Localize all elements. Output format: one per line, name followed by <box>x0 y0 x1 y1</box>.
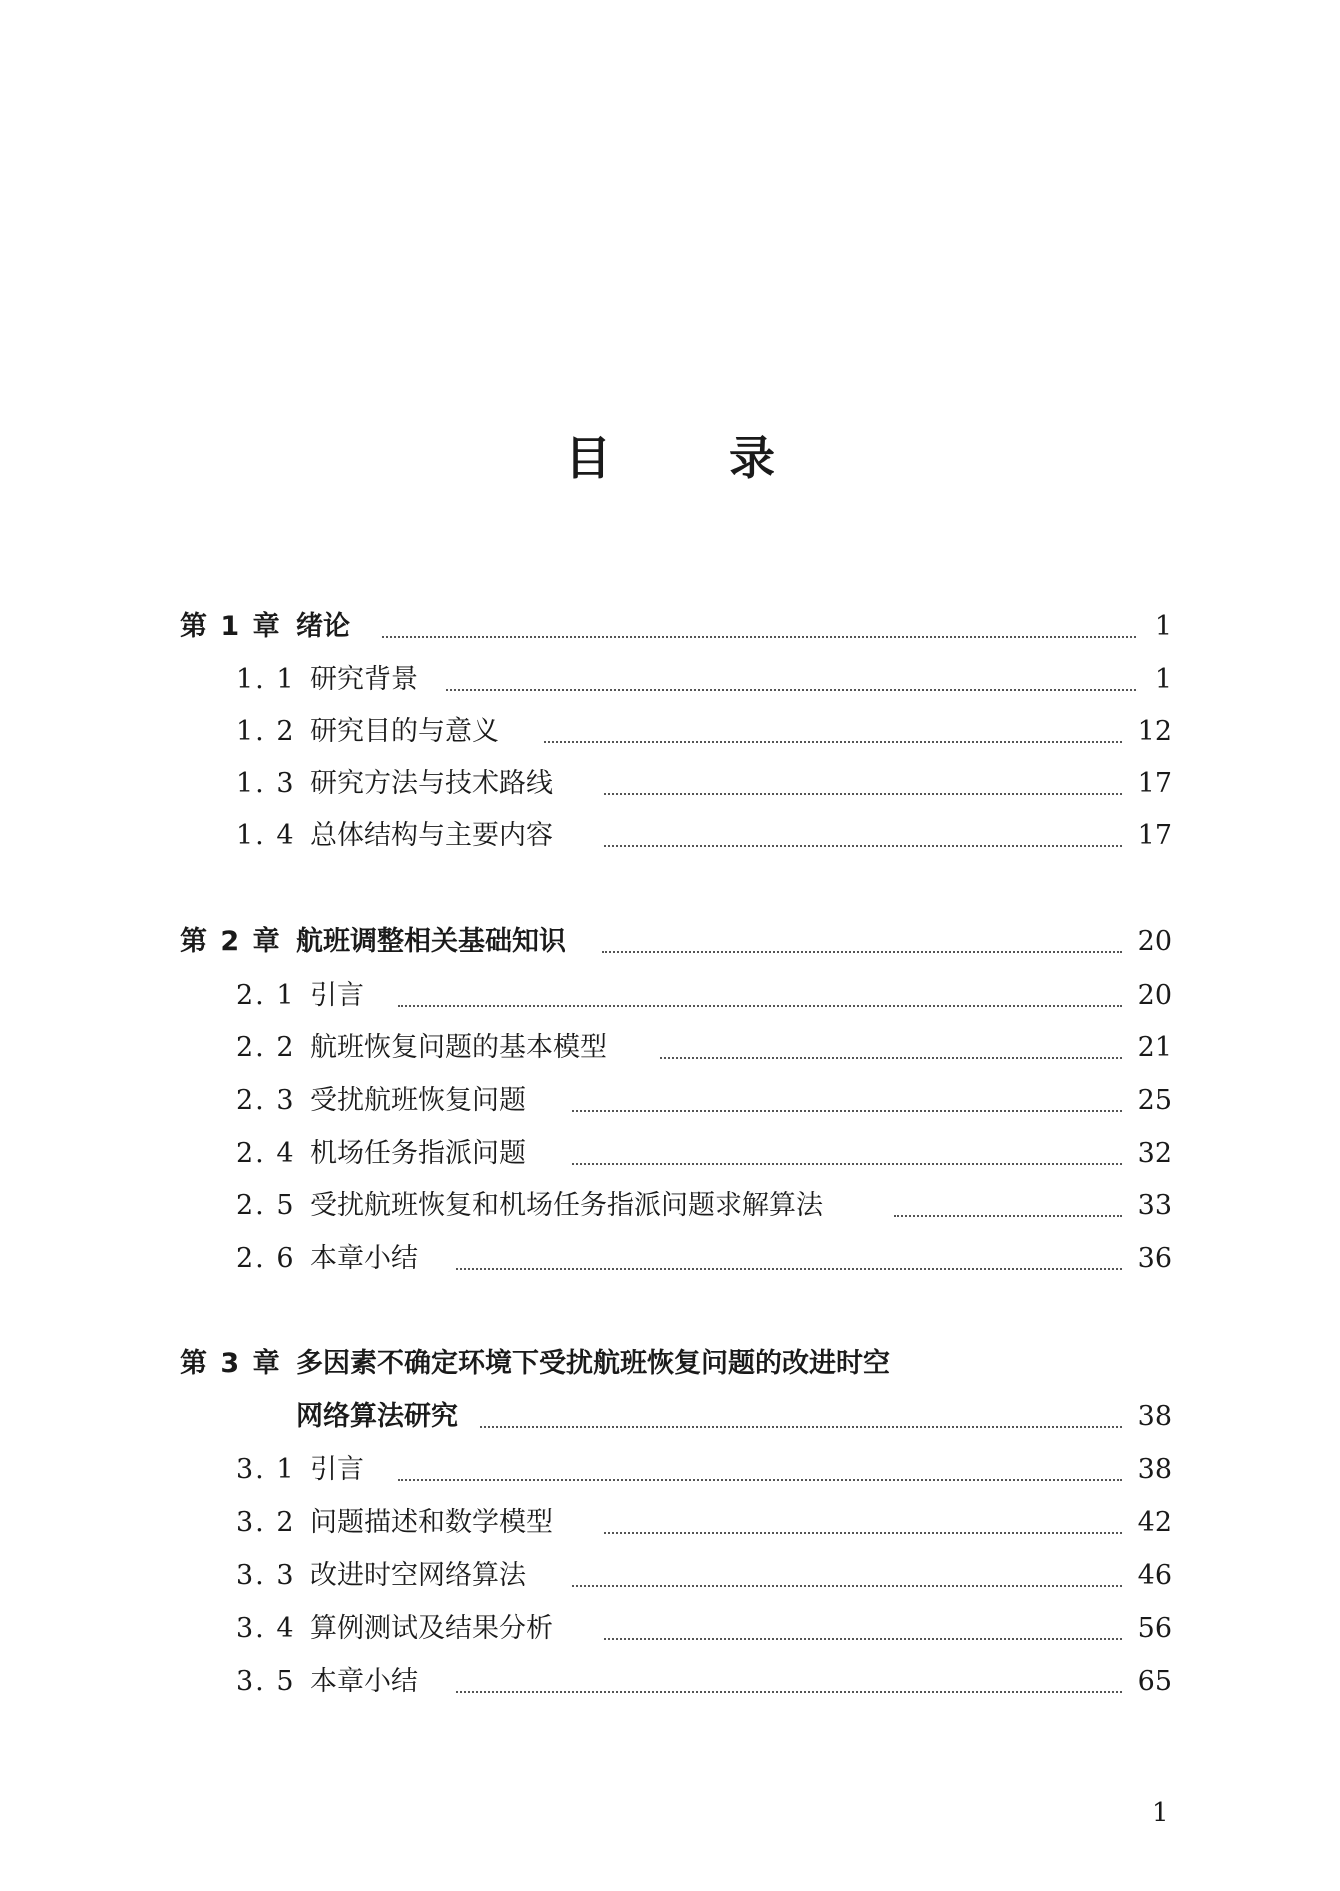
section-number: 1. 3 <box>236 768 296 799</box>
dot-leader <box>544 741 1122 743</box>
dot-leader <box>604 1532 1122 1534</box>
section-title: 改进时空网络算法 <box>310 1560 526 1591</box>
dot-leader <box>660 1057 1122 1059</box>
page-number: 1 <box>1152 1798 1169 1828</box>
page-ref: 20 <box>1137 980 1172 1011</box>
section-number: 2. 6 <box>236 1243 296 1274</box>
dot-leader <box>604 845 1122 847</box>
dot-leader <box>398 1479 1122 1481</box>
section-title: 算例测试及结果分析 <box>310 1613 553 1644</box>
toc-section-1-4[interactable] <box>0 816 1340 856</box>
toc-chapter-2[interactable] <box>0 922 1340 962</box>
page-ref: 36 <box>1137 1243 1172 1274</box>
dot-leader <box>480 1426 1122 1428</box>
page-title <box>0 428 1340 488</box>
chapter-title-line-2: 网络算法研究 <box>296 1401 458 1432</box>
chapter-number: 第 2 章 <box>180 926 282 957</box>
chapter-number: 第 3 章 <box>180 1348 282 1379</box>
section-title: 研究方法与技术路线 <box>310 768 553 799</box>
section-number: 3. 3 <box>236 1560 296 1591</box>
toc-section-3-1[interactable] <box>0 1450 1340 1490</box>
page-title-char-1: 目 <box>565 431 611 485</box>
section-title: 问题描述和数学模型 <box>310 1507 553 1538</box>
toc-section-2-2[interactable] <box>0 1028 1340 1068</box>
section-number: 3. 5 <box>236 1666 296 1697</box>
section-title: 总体结构与主要内容 <box>310 820 553 851</box>
section-title: 受扰航班恢复问题 <box>310 1085 526 1116</box>
page-ref: 56 <box>1137 1613 1172 1644</box>
toc-section-1-3[interactable] <box>0 764 1340 804</box>
section-number: 1. 1 <box>236 664 296 695</box>
toc-chapter-3[interactable] <box>0 1344 1340 1384</box>
page-ref: 42 <box>1137 1507 1172 1538</box>
page-ref: 65 <box>1137 1666 1172 1697</box>
dot-leader <box>572 1163 1122 1165</box>
toc-chapter-1[interactable] <box>0 607 1340 647</box>
toc-section-2-4[interactable] <box>0 1134 1340 1174</box>
section-title: 机场任务指派问题 <box>310 1138 526 1169</box>
chapter-title-line-1: 多因素不确定环境下受扰航班恢复问题的改进时空 <box>296 1348 890 1379</box>
dot-leader <box>456 1691 1122 1693</box>
page-ref: 25 <box>1137 1085 1172 1116</box>
toc-section-3-4[interactable] <box>0 1609 1340 1649</box>
page-ref: 17 <box>1137 768 1172 799</box>
dot-leader <box>572 1585 1122 1587</box>
chapter-title: 绪论 <box>296 611 350 642</box>
dot-leader <box>446 689 1136 691</box>
dot-leader <box>894 1215 1122 1217</box>
toc-section-2-3[interactable] <box>0 1081 1340 1121</box>
section-number: 2. 5 <box>236 1190 296 1221</box>
section-number: 2. 4 <box>236 1138 296 1169</box>
page-ref: 38 <box>1137 1401 1172 1432</box>
section-title: 本章小结 <box>310 1243 418 1274</box>
page-ref: 12 <box>1137 716 1172 747</box>
page-ref: 20 <box>1137 926 1172 957</box>
section-number: 3. 4 <box>236 1613 296 1644</box>
dot-leader <box>456 1268 1122 1270</box>
toc-section-3-2[interactable] <box>0 1503 1340 1543</box>
section-number: 2. 2 <box>236 1032 296 1063</box>
section-number: 3. 2 <box>236 1507 296 1538</box>
chapter-number: 第 1 章 <box>180 611 282 642</box>
dot-leader <box>604 793 1122 795</box>
page-ref: 38 <box>1137 1454 1172 1485</box>
chapter-title: 航班调整相关基础知识 <box>296 926 566 957</box>
section-title: 航班恢复问题的基本模型 <box>310 1032 607 1063</box>
page-title-char-2: 录 <box>729 431 775 485</box>
section-title: 研究目的与意义 <box>310 716 499 747</box>
toc-section-3-3[interactable] <box>0 1556 1340 1596</box>
section-title: 引言 <box>310 980 364 1011</box>
page-ref: 21 <box>1137 1032 1172 1063</box>
section-number: 1. 2 <box>236 716 296 747</box>
page-ref: 46 <box>1137 1560 1172 1591</box>
toc-section-2-5[interactable] <box>0 1186 1340 1226</box>
section-title: 引言 <box>310 1454 364 1485</box>
section-number: 2. 1 <box>236 980 296 1011</box>
toc-chapter-3-continued[interactable] <box>0 1397 1340 1437</box>
dot-leader <box>604 1638 1122 1640</box>
section-number: 2. 3 <box>236 1085 296 1116</box>
dot-leader <box>398 1005 1122 1007</box>
section-title: 本章小结 <box>310 1666 418 1697</box>
dot-leader <box>602 951 1122 953</box>
toc-section-2-1[interactable] <box>0 976 1340 1016</box>
page-ref: 32 <box>1137 1138 1172 1169</box>
page-ref: 1 <box>1154 664 1172 695</box>
page-ref: 33 <box>1137 1190 1172 1221</box>
section-title: 研究背景 <box>310 664 418 695</box>
toc-section-1-1[interactable] <box>0 660 1340 700</box>
section-title: 受扰航班恢复和机场任务指派问题求解算法 <box>310 1190 823 1221</box>
dot-leader <box>572 1110 1122 1112</box>
toc-section-2-6[interactable] <box>0 1239 1340 1279</box>
toc-section-3-5[interactable] <box>0 1662 1340 1702</box>
section-number: 3. 1 <box>236 1454 296 1485</box>
toc-section-1-2[interactable] <box>0 712 1340 752</box>
page-ref: 1 <box>1154 611 1172 642</box>
dot-leader <box>382 636 1136 638</box>
section-number: 1. 4 <box>236 820 296 851</box>
page-ref: 17 <box>1137 820 1172 851</box>
